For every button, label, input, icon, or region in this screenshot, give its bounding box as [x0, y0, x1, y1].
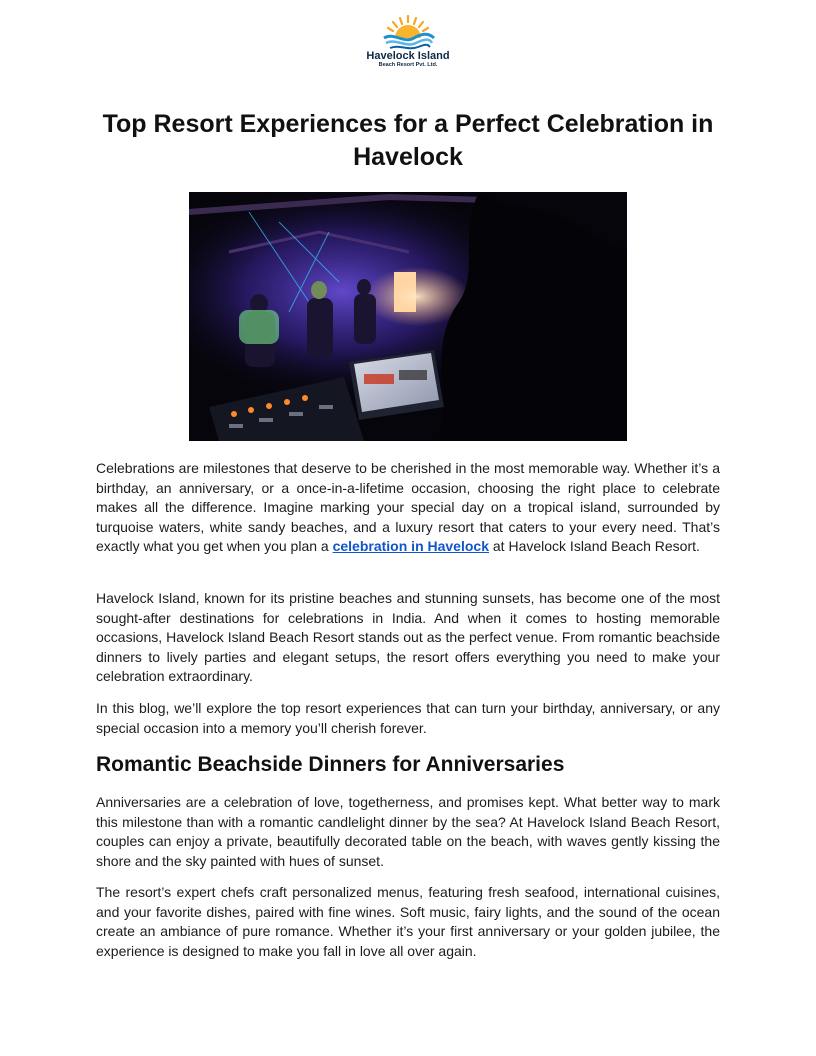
company-logo — [356, 14, 460, 76]
intro-text-end: at Havelock Island Beach Resort. — [489, 538, 700, 554]
chefs-paragraph: The resort’s expert chefs craft personalized menus, featuring fresh seafood, international cuisines, and your favorite dishes, paired with fine wines. Soft music, fairy lights, and the sound of the ocean create an ambiance of pure romance. Whether it’s your first anniversary or your golden jubilee, the experience is designed to make you fall in love all over again. — [96, 884, 720, 959]
party-scene-image — [189, 192, 627, 441]
hero-image-party-dj — [189, 192, 627, 441]
intro-text-start: Celebrations are milestones that deserve to be cherished in the most memorable way. Whether it’s a birthday, an anniversary, or a once-in-a-lifetime occasion, choosing the right place to celebrate makes all the difference. Imagine marking your special day on a tropical island, surrounded by turquoise waters, white sandy beaches, and a luxury resort that caters to your every need. That’s exactly what you get when you plan a — [96, 460, 720, 554]
intro-paragraph — [96, 459, 720, 557]
page-title: Top Resort Experiences for a Perfect Celebration in Havelock — [102, 110, 714, 171]
logo-name: Havelock Island — [366, 50, 450, 62]
sun-wave-logo-icon — [378, 14, 438, 52]
logo-subtitle: Beach Resort Pvt. Ltd. — [378, 62, 438, 68]
blog-intro-paragraph: In this blog, we’ll explore the top resort experiences that can turn your birthday, anniversary, or any special occasion into a memory you’ll cherish forever. — [96, 700, 720, 736]
celebration-in-havelock-link[interactable]: celebration in Havelock — [332, 538, 489, 554]
section-heading: Romantic Beachside Dinners for Anniversaries — [96, 753, 565, 776]
anniversaries-paragraph: Anniversaries are a celebration of love, togetherness, and promises kept. What better way to mark this milestone than with a romantic candlelight dinner by the sea? At Havelock Island Beach Resort, couples can enjoy a private, beautifully decorated table on the beach, with waves gently kissing the shore and the sky painted with hues of sunset. — [96, 794, 720, 869]
havelock-island-paragraph: Havelock Island, known for its pristine beaches and stunning sunsets, has become one of the most sought-after destinations for celebrations in India. And when it comes to hosting memorable occasions, Havelock Island Beach Resort stands out as the perfect venue. From romantic beachside dinners to lively parties and elegant setups, the resort offers everything you need to make your celebration extraordinary. — [96, 590, 720, 684]
